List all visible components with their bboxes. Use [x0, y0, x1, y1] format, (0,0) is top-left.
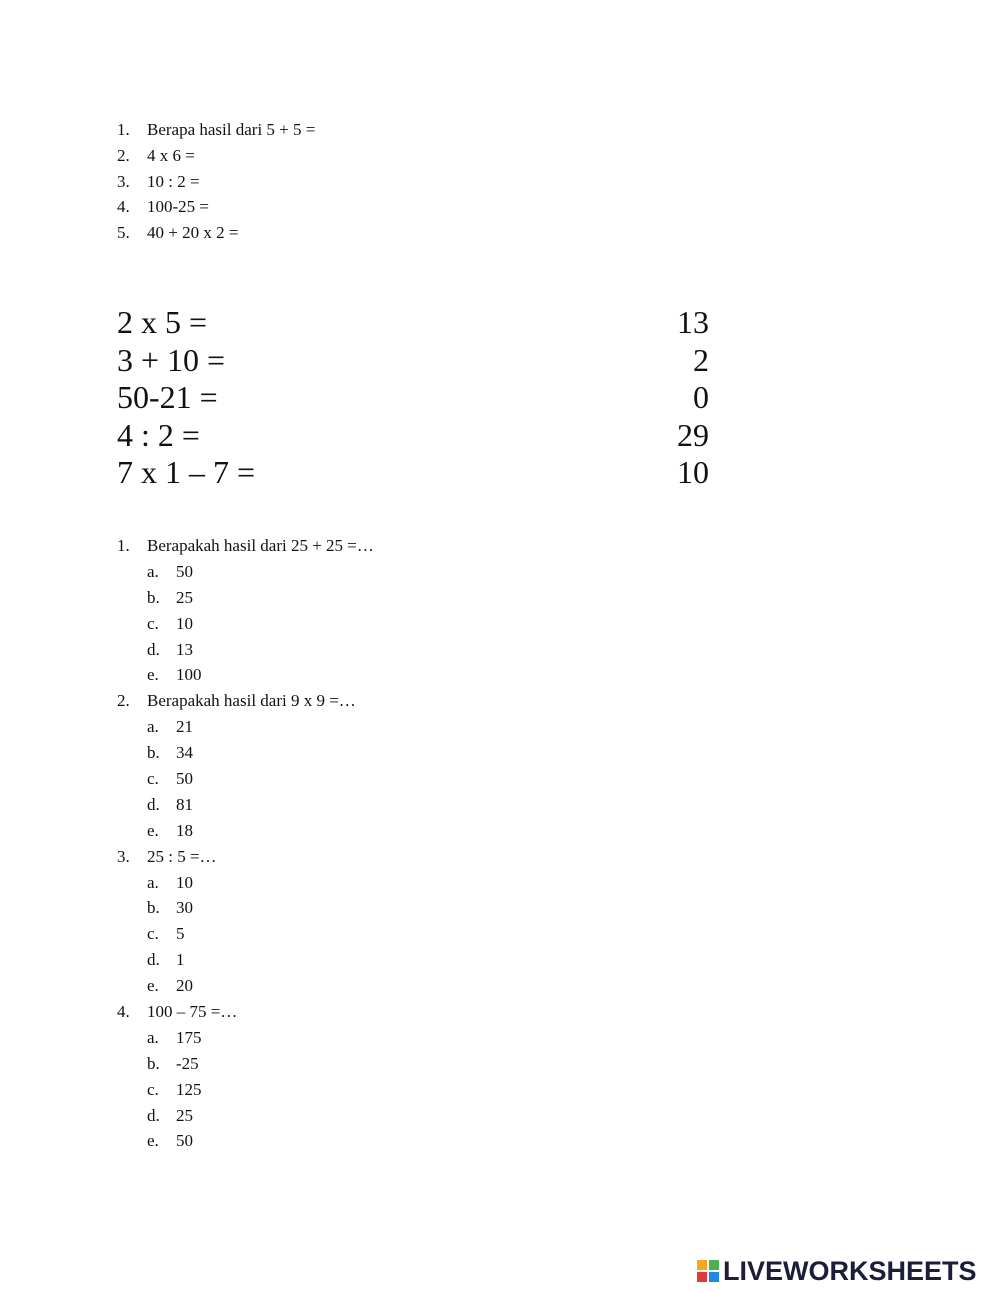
mc-question-number: 3.: [117, 846, 130, 866]
option-value: -25: [176, 1053, 199, 1073]
question-number: 3.: [117, 171, 130, 191]
question-number: 1.: [117, 120, 130, 139]
matching-row: [117, 417, 717, 455]
matching-expression: 2 x 5 =: [117, 304, 208, 340]
mc-question-text: Berapakah hasil dari 25 + 25 =…: [147, 536, 374, 555]
option-value: 34: [176, 743, 193, 763]
option-letter: e.: [147, 665, 159, 685]
option-value: 50: [176, 561, 193, 581]
option-letter: c.: [147, 613, 159, 633]
matching-expression: 3 + 10 =: [117, 341, 226, 378]
logo-blocks-icon: [697, 1260, 719, 1282]
logo-block: [709, 1260, 719, 1270]
option-letter: c.: [147, 1079, 159, 1099]
question-text: 4 x 6 =: [147, 145, 195, 165]
option-letter: d.: [147, 794, 160, 814]
matching-expression: 4 : 2 =: [117, 416, 200, 453]
matching-expression: 50-21 =: [117, 379, 218, 415]
option-letter: b.: [147, 587, 160, 607]
option-value: 1: [176, 950, 185, 970]
matching-row: [117, 304, 717, 342]
option-letter: c.: [147, 924, 159, 944]
option-value: 21: [176, 717, 193, 737]
option-letter: e.: [147, 820, 159, 840]
option-letter: b.: [147, 743, 160, 763]
logo-text: LIVEWORKSHEETS: [723, 1256, 977, 1286]
question-number: 2.: [117, 145, 130, 165]
option-value: 100: [176, 665, 202, 685]
option-value: 50: [176, 1131, 193, 1151]
matching-row: [117, 379, 717, 417]
mc-question-number: 1.: [117, 536, 130, 555]
matching-section: [117, 304, 717, 492]
option-value: 81: [176, 794, 193, 814]
logo-block: [709, 1272, 719, 1282]
option-value: 18: [176, 820, 193, 840]
liveworksheets-logo: [697, 1256, 977, 1286]
option-letter: a.: [147, 717, 159, 737]
mc-question-text: Berapakah hasil dari 9 x 9 =…: [147, 691, 356, 711]
option-value: 175: [176, 1027, 202, 1047]
question-number: 4.: [117, 197, 130, 217]
option-letter: a.: [147, 561, 159, 581]
matching-answer[interactable]: 2: [693, 341, 709, 378]
question-number: 5.: [117, 223, 130, 243]
matching-expression: 7 x 1 – 7 =: [117, 454, 256, 490]
option-letter: d.: [147, 639, 160, 659]
option-letter: a.: [147, 872, 159, 892]
option-value: 5: [176, 924, 185, 944]
matching-row: [117, 454, 717, 492]
mc-question-text: 100 – 75 =…: [147, 1002, 238, 1022]
option-letter: b.: [147, 1053, 160, 1073]
question-text: 100-25 =: [147, 197, 209, 217]
option-letter: e.: [147, 976, 159, 996]
option-value: 13: [176, 639, 193, 659]
option-letter: a.: [147, 1027, 159, 1047]
option-value: 20: [176, 976, 193, 996]
matching-answer[interactable]: 0: [693, 379, 709, 415]
matching-answer[interactable]: 13: [677, 304, 709, 340]
logo-block: [697, 1272, 707, 1282]
option-value: 10: [176, 613, 193, 633]
option-letter: c.: [147, 769, 159, 789]
mc-question-number: 2.: [117, 691, 130, 711]
mc-question-text: 25 : 5 =…: [147, 846, 217, 866]
option-value: 125: [176, 1079, 202, 1099]
option-letter: d.: [147, 950, 160, 970]
option-letter: d.: [147, 1105, 160, 1125]
mc-question-number: 4.: [117, 1002, 130, 1022]
question-text: Berapa hasil dari 5 + 5 =: [147, 120, 316, 139]
option-value: 30: [176, 898, 193, 918]
option-letter: b.: [147, 898, 160, 918]
option-value: 25: [176, 1105, 193, 1125]
logo-block: [697, 1260, 707, 1270]
matching-answer[interactable]: 29: [677, 416, 709, 453]
option-value: 10: [176, 872, 193, 892]
question-text: 10 : 2 =: [147, 171, 200, 191]
question-text: 40 + 20 x 2 =: [147, 223, 239, 243]
option-letter: e.: [147, 1131, 159, 1151]
option-value: 50: [176, 769, 193, 789]
option-value: 25: [176, 587, 193, 607]
matching-answer[interactable]: 10: [677, 454, 709, 490]
matching-row: [117, 342, 717, 380]
